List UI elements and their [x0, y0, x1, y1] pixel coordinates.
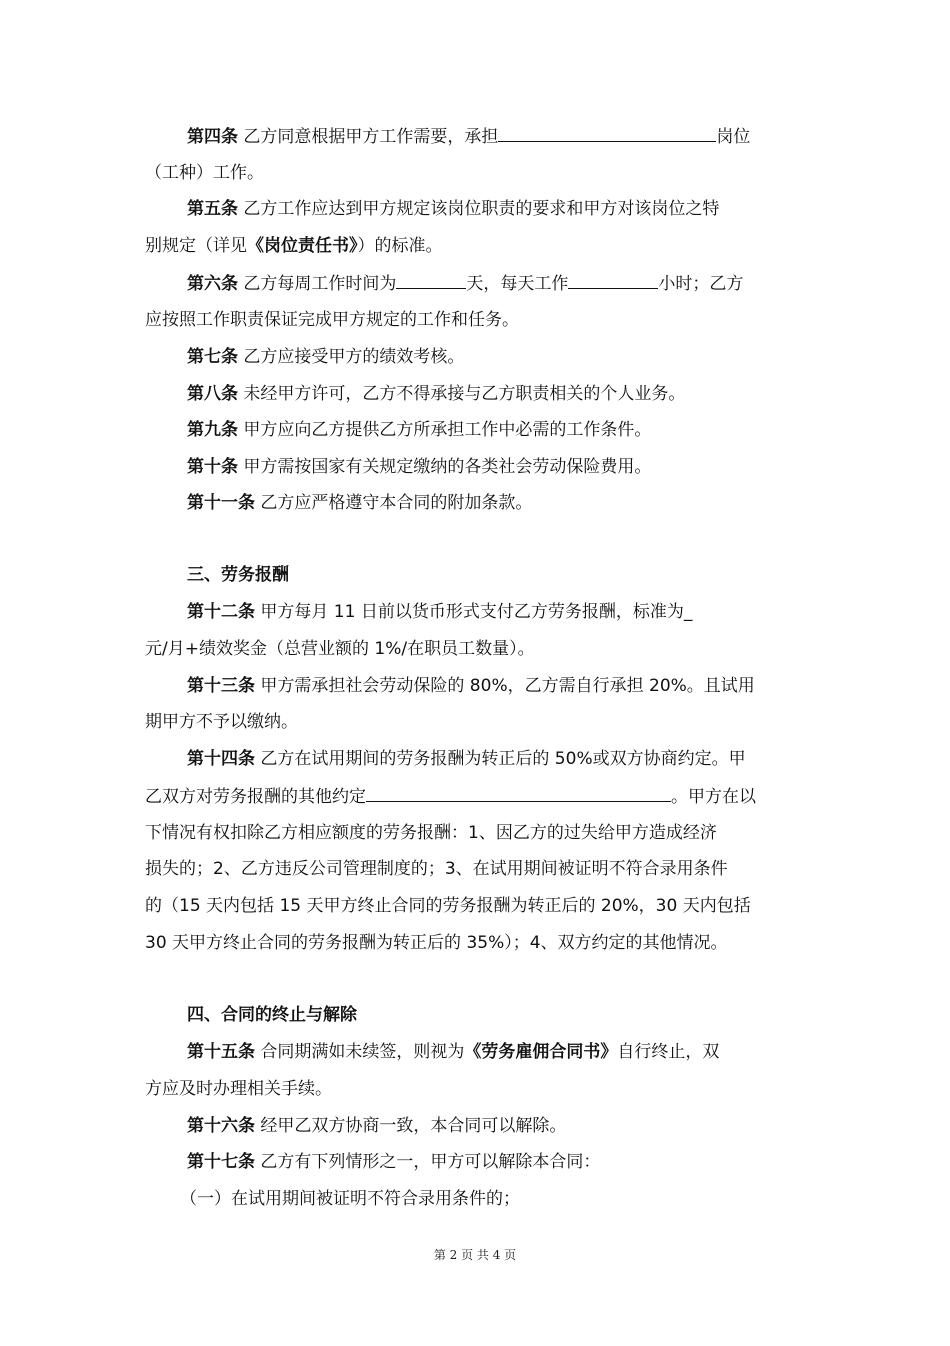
section-heading-3: 三、劳务报酬 [187, 565, 289, 585]
article-label: 第四条 [187, 127, 238, 147]
doc-reference: 《岗位责任书》 [247, 236, 358, 256]
article-8: 第八条 未经甲方许可，乙方不得承接与乙方职责相关的个人业务。 [187, 384, 686, 404]
article-15: 第十五条 合同期满如未续签，则视为《劳务雇佣合同书》自行终止，双 [187, 1042, 720, 1062]
article-14-cont: 损失的；2、乙方违反公司管理制度的；3、在试用期间被证明不符合录用条件 [145, 859, 728, 879]
blank-line [498, 124, 716, 142]
blank-line [568, 271, 658, 289]
article-10: 第十条 甲方需按国家有关规定缴纳的各类社会劳动保险费用。 [187, 457, 652, 477]
article-14-cont: 的（15 天内包括 15 天甲方终止合同的劳务报酬为转正后的 20%，30 天内包括 [145, 896, 751, 916]
doc-reference: 《劳务雇佣合同书》 [464, 1042, 618, 1062]
article-4-cont: （工种）工作。 [145, 163, 264, 183]
article-14-cont: 乙双方对劳务报酬的其他约定 。甲方在以 [145, 784, 810, 809]
article-5: 第五条 乙方工作应达到甲方规定该岗位职责的要求和甲方对该岗位之特 [187, 199, 720, 219]
page-footer: 第 2 页 共 4 页 [433, 1248, 517, 1262]
article-15-cont: 方应及时办理相关手续。 [145, 1079, 332, 1099]
article-13: 第十三条 甲方需承担社会劳动保险的 80%，乙方需自行承担 20%。且试用 [187, 676, 755, 696]
article-12-cont: 元/月+绩效奖金（总营业额的 1%/在职员工数量）。 [145, 639, 535, 659]
article-17-item-1: （一）在试用期间被证明不符合录用条件的； [180, 1189, 520, 1209]
article-14: 第十四条 乙方在试用期间的劳务报酬为转正后的 50%或双方协商约定。甲 [187, 749, 746, 769]
article-11: 第十一条 乙方应严格遵守本合同的附加条款。 [187, 493, 533, 513]
article-label: 第五条 [187, 199, 238, 219]
article-12: 第十二条 甲方每月 11 日前以货币形式支付乙方劳务报酬，标准为_ [187, 602, 693, 622]
article-16: 第十六条 经甲乙双方协商一致，本合同可以解除。 [187, 1116, 567, 1136]
article-14-cont: 30 天甲方终止合同的劳务报酬为转正后的 35%）；4、双方约定的其他情况。 [145, 933, 728, 953]
section-heading-4: 四、合同的终止与解除 [187, 1005, 357, 1025]
article-6: 第六条 乙方每周工作时间为 天，每天工作 小时；乙方 [187, 271, 810, 296]
article-14-cont: 下情况有权扣除乙方相应额度的劳务报酬：1、因乙方的过失给甲方造成经济 [145, 823, 717, 843]
article-13-cont: 期甲方不予以缴纳。 [145, 712, 298, 732]
article-6-cont: 应按照工作职责保证完成甲方规定的工作和任务。 [145, 310, 519, 330]
article-9: 第九条 甲方应向乙方提供乙方所承担工作中必需的工作条件。 [187, 420, 652, 440]
blank-line [366, 784, 671, 802]
article-4: 第四条 乙方同意根据甲方工作需要，承担 岗位 [187, 124, 810, 149]
blank-line [396, 271, 466, 289]
article-7: 第七条 乙方应接受甲方的绩效考核。 [187, 347, 465, 367]
article-label: 第六条 [187, 274, 238, 294]
article-5-cont: 别规定（详见《岗位责任书》）的标准。 [145, 236, 443, 256]
article-17: 第十七条 乙方有下列情形之一，甲方可以解除本合同： [187, 1152, 601, 1172]
